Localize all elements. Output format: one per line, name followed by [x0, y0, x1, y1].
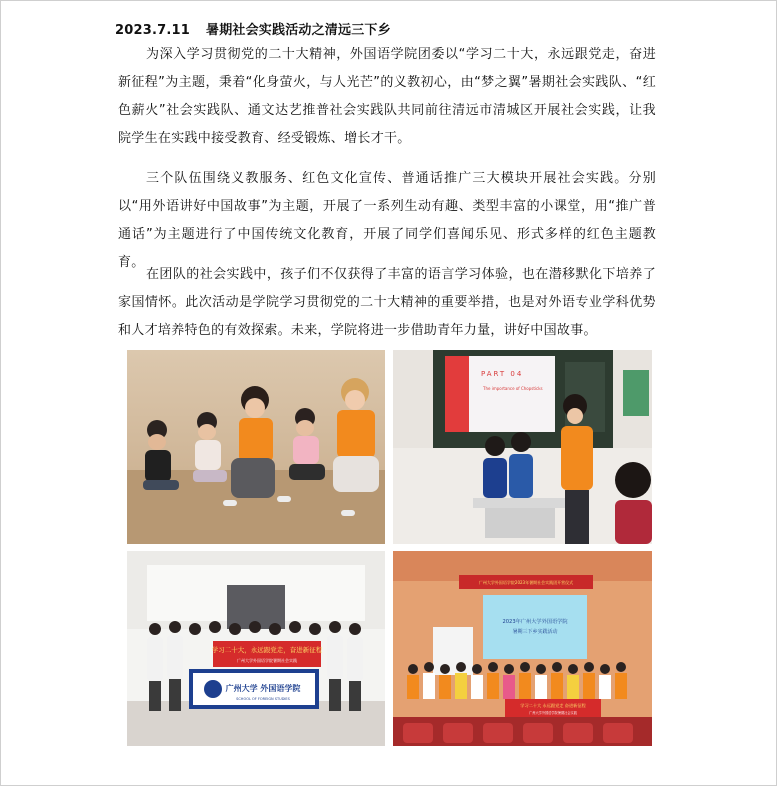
group-banner-subtext: 广州大学外国语学院暑期社会实践	[237, 658, 297, 663]
photo-group-banner	[127, 551, 385, 746]
ceremony-banner-subtext: 广州大学外国语学院暑期社会实践	[529, 711, 577, 715]
article-title-line	[115, 19, 391, 38]
paragraph-2: 三个队伍围绕义教服务、红色文化宣传、普通话推广三大模块开展社会实践。分别以“用外语讲好中国故事”为主题，开展了一系列生动有趣、类型丰富的小课堂，用“推广普通话”为主题进行了中国传统文化教育，开展了同学们喜闻乐见、形式多样的红色主题教育。	[118, 171, 656, 270]
photo-outdoor-activity	[127, 350, 385, 544]
slide-title: PART 04	[481, 370, 524, 378]
paragraph-1: 为深入学习贯彻党的二十大精神，外国语学院团委以“学习二十大，永远跟党走，奋进新征程”为主题，秉着“化身萤火，与人光芒”的义教初心，由“梦之翼”暑期社会实践队、“红色薪火”社会实践队、通文达艺推普社会实践队共同前往清远市清城区开展社会实践，让我院学生在实践中接受教育、经受锻炼、增长才干。	[118, 47, 656, 146]
screen-subtitle: 暑期三下乡实践活动	[512, 629, 558, 635]
group-banner-text: 学习二十大，永远跟党走，奋进新征程	[211, 646, 323, 654]
ceremony-banner-text: 学习二十大 永远跟党走 奋进新征程	[520, 703, 586, 708]
flag-subtext: SCHOOL OF FOREIGN STUDIES	[236, 697, 290, 701]
screen-title: 2023年广州大学外国语学院	[502, 619, 568, 625]
article-date: 2023.7.11	[115, 23, 190, 38]
ceremony-top-banner: 广州大学外国语学院2023年暑期社会实践团开营仪式	[478, 580, 574, 585]
paragraph-3: 在团队的社会实践中，孩子们不仅获得了丰富的语言学习体验，也在潜移默化下培养了家国情怀。此次活动是学院学习贯彻党的二十大精神的重要举措，也是对外语专业学科优势和人才培养特色的有效探索。未来，学院将进一步借助青年力量，讲好中国故事。	[118, 267, 656, 338]
slide-subtitle: The importance of Chopsticks	[483, 386, 543, 391]
photo-classroom-lesson	[393, 350, 652, 544]
photo-opening-ceremony	[393, 551, 652, 746]
flag-text: 广州大学 外国语学院	[225, 683, 301, 693]
article-title: 暑期社会实践活动之清远三下乡	[206, 23, 391, 38]
